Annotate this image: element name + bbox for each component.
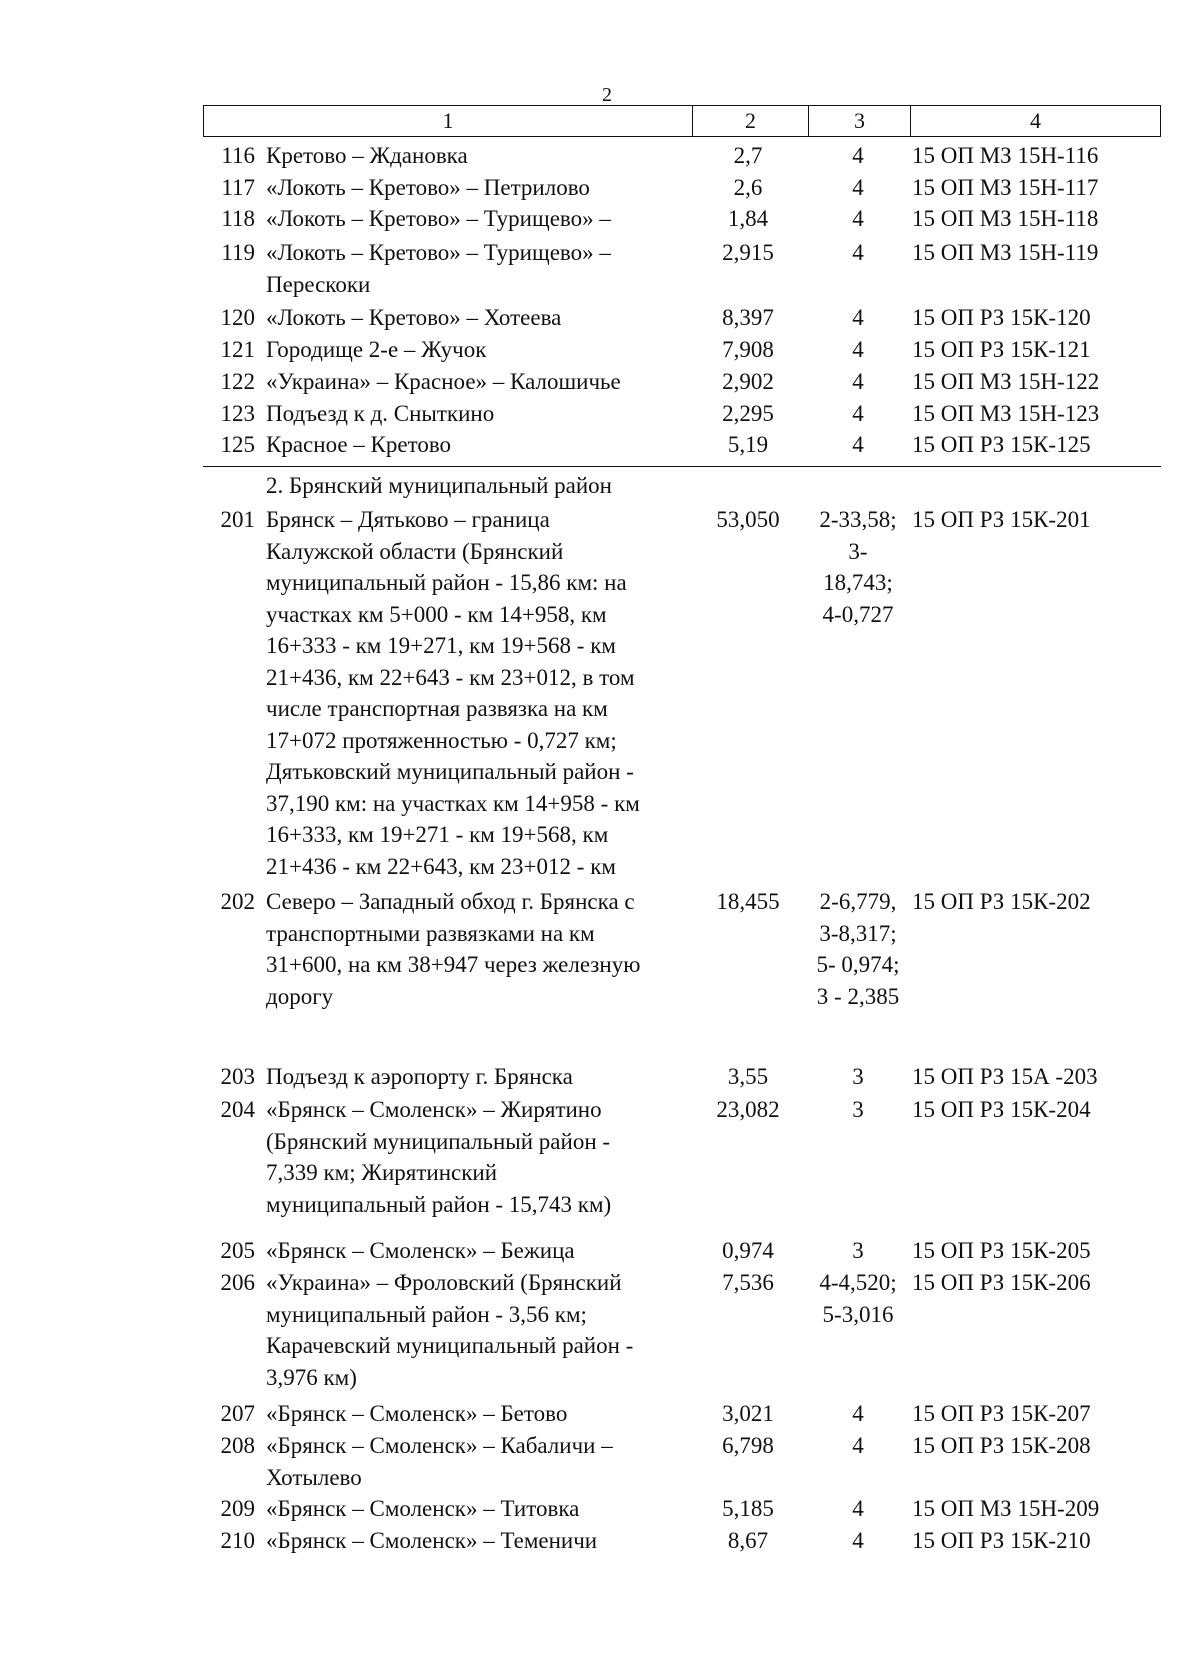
road-name-line: «Брянск – Смоленск» – Титовка	[266, 1496, 580, 1521]
road-name-line: «Украина» – Красное» – Калошичье	[266, 369, 621, 394]
road-category-line: 4	[852, 175, 864, 200]
road-name-line: «Брянск – Смоленск» – Бежица	[266, 1238, 575, 1263]
road-name	[266, 886, 686, 1012]
road-name	[266, 237, 686, 300]
road-length: 7,536	[722, 1270, 774, 1295]
road-category	[808, 1525, 908, 1557]
road-category-line: 4	[852, 305, 864, 330]
road-name-line: «Брянск – Смоленск» – Кабаличи –	[266, 1433, 613, 1458]
road-name	[266, 334, 686, 366]
road-category-line: 4	[852, 401, 864, 426]
road-number: 122	[220, 369, 255, 394]
road-name	[266, 1525, 686, 1557]
road-category-line: 3	[852, 1238, 864, 1263]
road-length: 6,798	[722, 1433, 774, 1458]
road-length: 8,67	[727, 1528, 769, 1553]
road-length: 53,050	[716, 507, 780, 532]
road-name-line: Подъезд к д. Сныткино	[266, 401, 495, 426]
road-code: 15 ОП МЗ 15Н-117	[912, 175, 1099, 200]
road-category-line: 4	[852, 337, 864, 362]
road-number: 209	[220, 1496, 255, 1521]
road-name-line: «Украина» – Фроловский (Брянский	[266, 1270, 622, 1295]
road-number: 117	[221, 175, 255, 200]
road-name	[266, 366, 686, 398]
road-name-line: 16+333, км 19+271 - км 19+568, км	[266, 822, 609, 847]
road-number: 118	[221, 206, 255, 231]
road-number: 119	[221, 240, 255, 265]
road-code: 15 ОП РЗ 15К-210	[912, 1528, 1091, 1553]
road-category-line: 4-0,727	[822, 601, 894, 627]
road-code: 15 ОП РЗ 15К-208	[912, 1433, 1091, 1458]
road-number: 120	[220, 305, 255, 330]
road-number: 125	[220, 432, 255, 457]
road-length: 2,295	[722, 401, 774, 426]
road-length: 23,082	[716, 1097, 780, 1122]
road-number: 210	[220, 1528, 255, 1553]
road-category	[808, 429, 908, 461]
road-name-line: Перескоки	[266, 271, 371, 297]
road-name	[266, 1267, 686, 1393]
road-name-line: участках км 5+000 - км 14+958, км	[266, 601, 607, 627]
road-name-line: «Локоть – Кретово» – Турищево» –	[266, 206, 611, 231]
road-category-line: 4	[852, 432, 864, 457]
road-code: 15 ОП РЗ 15К-125	[912, 432, 1091, 457]
road-name-line: Северо – Западный обход г. Брянска с	[266, 889, 635, 914]
road-category	[808, 302, 908, 334]
road-length: 8,397	[722, 305, 774, 330]
road-name-line: «Локоть – Кретово» – Петрилово	[266, 175, 590, 200]
road-category-line: 2-6,779,	[819, 889, 897, 914]
road-name-line: 21+436, км 22+643 - км 23+012, в том	[266, 664, 635, 690]
road-code: 15 ОП РЗ 15К-205	[912, 1238, 1091, 1263]
road-number: 208	[220, 1433, 255, 1458]
road-length: 2,6	[733, 175, 763, 200]
road-name	[266, 302, 686, 334]
road-name	[266, 398, 686, 430]
road-category	[808, 1430, 908, 1462]
road-name-line: 21+436 - км 22+643, км 23+012 - км	[266, 853, 616, 879]
road-name-line: муниципальный район - 15,743 км)	[266, 1191, 612, 1217]
road-name	[266, 1493, 686, 1525]
road-number: 206	[220, 1270, 255, 1295]
road-code: 15 ОП РЗ 15К-202	[912, 889, 1091, 914]
road-category-line: 4	[852, 206, 864, 231]
road-name-line: Красное – Кретово	[266, 432, 452, 457]
road-code: 15 ОП МЗ 15Н-119	[912, 240, 1099, 265]
road-length: 0,974	[722, 1238, 774, 1263]
road-category-line: 4	[852, 1528, 864, 1553]
section-divider	[203, 466, 1161, 467]
road-category	[808, 1493, 908, 1525]
road-category-line: 4	[852, 1496, 864, 1521]
road-category	[808, 140, 908, 172]
road-category-line: 18,743;	[823, 570, 893, 595]
road-length: 18,455	[716, 889, 780, 914]
road-name-line: Дятьковский муниципальный район -	[266, 759, 634, 784]
road-category-line: 3 - 2,385	[816, 983, 900, 1009]
road-code: 15 ОП РЗ 15А -203	[912, 1064, 1098, 1089]
road-code: 15 ОП РЗ 15К-201	[912, 507, 1091, 532]
road-category	[808, 398, 908, 430]
road-number: 202	[220, 889, 255, 914]
road-name-line: 37,190 км: на участках км 14+958 - км	[266, 790, 640, 816]
road-name-line: Калужской области (Брянский	[266, 538, 564, 564]
road-name	[266, 1094, 686, 1220]
header-col-2: 2	[693, 106, 809, 136]
road-name-line: «Локоть – Кретово» – Турищево» –	[266, 240, 611, 265]
road-name-line: 7,339 км; Жирятинский	[266, 1160, 498, 1185]
road-name-line: муниципальный район - 15,86 км: на	[266, 570, 627, 595]
road-name-line: (Брянский муниципальный район -	[266, 1128, 611, 1154]
road-code: 15 ОП МЗ 15Н-116	[912, 143, 1099, 168]
road-name-line: «Локоть – Кретово» – Хотеева	[266, 305, 562, 330]
road-name-line: Брянск – Дятьково – граница	[266, 507, 550, 532]
road-name-line: Городище 2-е – Жучок	[266, 337, 487, 362]
road-category	[808, 1235, 908, 1267]
road-category-line: 4	[852, 1433, 864, 1458]
road-category-line: 3-	[848, 538, 868, 564]
road-number: 201	[220, 507, 255, 532]
road-category-line: 4	[852, 143, 864, 168]
road-number: 204	[220, 1097, 255, 1122]
section-title: 2. Брянский муниципальный район	[266, 473, 612, 498]
road-category-line: 3	[852, 1097, 864, 1122]
road-category	[808, 886, 908, 1012]
header-col-3: 3	[809, 106, 911, 136]
road-category-line: 3-8,317;	[819, 920, 897, 946]
road-category	[808, 203, 908, 235]
road-category	[808, 1094, 908, 1126]
road-name-line: транспортными развязками на км	[266, 920, 595, 946]
road-category-line: 3	[852, 1064, 864, 1089]
road-name	[266, 172, 686, 204]
road-length: 3,55	[727, 1064, 769, 1089]
road-code: 15 ОП МЗ 15Н-209	[912, 1496, 1100, 1521]
road-code: 15 ОП РЗ 15К-121	[912, 337, 1091, 362]
road-name-line: «Брянск – Смоленск» – Теменичи	[266, 1528, 598, 1553]
road-name	[266, 1061, 686, 1093]
road-name-line: Карачевский муниципальный район -	[266, 1333, 634, 1358]
road-code: 15 ОП МЗ 15Н-122	[912, 369, 1100, 394]
road-category-line: 5- 0,974;	[816, 952, 900, 977]
road-name-line: Хотылево	[266, 1464, 362, 1490]
road-name-line: муниципальный район - 3,56 км;	[266, 1301, 587, 1327]
road-number: 205	[220, 1238, 255, 1263]
road-length: 7,908	[722, 337, 774, 362]
road-category-line: 4-4,520;	[819, 1270, 897, 1295]
road-name	[266, 140, 686, 172]
road-category	[808, 237, 908, 269]
road-category-line: 4	[852, 369, 864, 394]
road-name-line: 16+333 - км 19+271, км 19+568 - км	[266, 633, 616, 658]
road-number: 121	[220, 337, 255, 362]
road-number: 207	[220, 1401, 255, 1426]
road-category-line: 4	[852, 240, 864, 265]
road-name	[266, 1235, 686, 1267]
road-name	[266, 429, 686, 461]
road-category	[808, 504, 908, 630]
road-number: 123	[220, 401, 255, 426]
road-name-line: числе транспортная развязка на км	[266, 696, 608, 721]
road-code: 15 ОП МЗ 15Н-123	[912, 401, 1100, 426]
road-name	[266, 504, 686, 882]
road-code: 15 ОП РЗ 15К-207	[912, 1401, 1091, 1426]
road-category	[808, 1061, 908, 1093]
road-category	[808, 334, 908, 366]
road-length: 2,915	[722, 240, 774, 265]
road-category	[808, 366, 908, 398]
road-name	[266, 1398, 686, 1430]
road-code: 15 ОП РЗ 15К-120	[912, 305, 1091, 330]
table-header	[203, 105, 1161, 137]
header-col-4: 4	[1030, 108, 1041, 133]
road-name	[266, 203, 686, 235]
road-category	[808, 1267, 908, 1330]
road-category-line: 5-3,016	[822, 1301, 894, 1327]
road-name-line: 3,976 км)	[266, 1364, 357, 1390]
road-number: 203	[220, 1064, 255, 1089]
road-name-line: 17+072 протяженностью - 0,727 км;	[266, 727, 617, 753]
road-code: 15 ОП РЗ 15К-204	[912, 1097, 1091, 1122]
road-name-line: Подъезд к аэропорту г. Брянска	[266, 1064, 573, 1089]
road-length: 5,185	[722, 1496, 774, 1521]
road-name	[266, 1430, 686, 1493]
road-length: 5,19	[727, 432, 769, 457]
road-category	[808, 172, 908, 204]
road-length: 2,902	[722, 369, 774, 394]
road-length: 3,021	[722, 1401, 774, 1426]
road-length: 1,84	[727, 206, 769, 231]
road-name-line: «Брянск – Смоленск» – Жирятино	[266, 1097, 602, 1122]
road-code: 15 ОП МЗ 15Н-118	[912, 206, 1099, 231]
road-name-line: дорогу	[266, 983, 334, 1009]
road-name-line: 31+600, на км 38+947 через железную	[266, 952, 641, 977]
road-category-line: 2-33,58;	[819, 507, 897, 532]
road-name-line: «Брянск – Смоленск» – Бетово	[266, 1401, 568, 1426]
header-col-1: 1	[204, 106, 693, 136]
road-name-line: Кретово – Ждановка	[266, 143, 468, 168]
road-category-line: 4	[852, 1401, 864, 1426]
road-number: 116	[221, 143, 255, 168]
road-length: 2,7	[733, 143, 763, 168]
road-code: 15 ОП РЗ 15К-206	[912, 1270, 1091, 1295]
page-number: 2	[602, 84, 612, 106]
road-category	[808, 1398, 908, 1430]
